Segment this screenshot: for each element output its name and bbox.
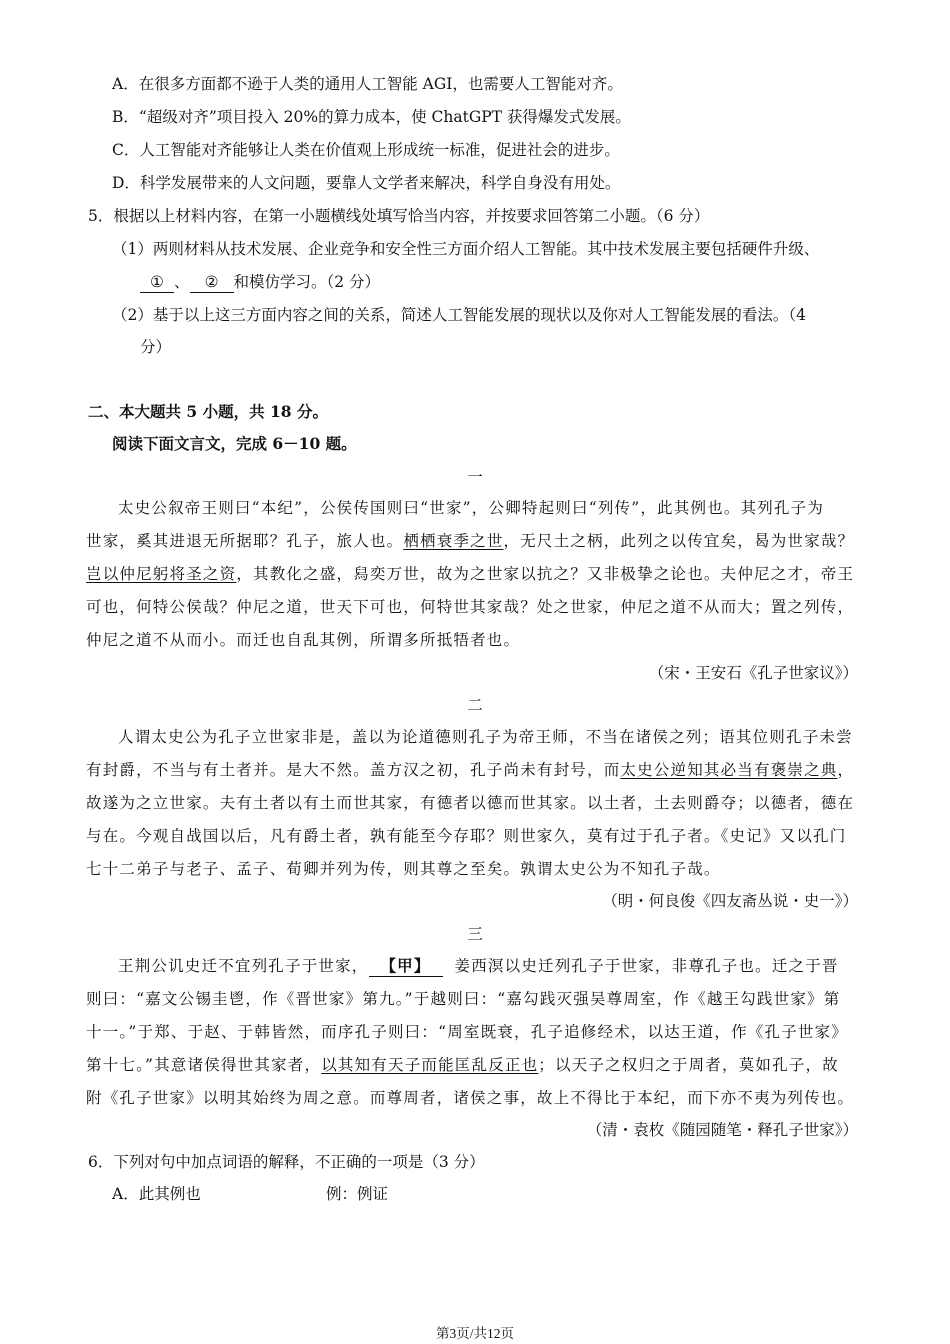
passage1-line: 仲尼之道不从而小。而迁也自乱其例，所谓多所抵牾者也。 <box>86 631 521 649</box>
text: 世家，奚其进退无所据耶？孔子，旅人也。 <box>86 532 404 550</box>
passage3-source: （清・袁枚《随园随笔・释孔子世家》） <box>586 1121 858 1139</box>
passage2-line: 七十二弟子与老子、孟子、荀卿并列为传，则其尊之至矣。孰谓太史公为不知孔子哉。 <box>86 860 721 878</box>
q4-option-c: C．人工智能对齐能够让人类在价值观上形成统一标准，促进社会的进步。 <box>112 141 620 159</box>
q6-option-a-gloss: 例：例证 <box>326 1185 389 1203</box>
passage1-line <box>86 564 854 584</box>
passage2-label: 二 <box>467 696 483 714</box>
section2-instruction: 阅读下面文言文，完成 6－10 题。 <box>112 434 357 453</box>
passage3-line: 则曰：“嘉文公锡圭鬯，作《晋世家》第九。”于越则曰：“嘉勾践灭强吴尊周室，作《越王勾践世家》第 <box>86 990 841 1008</box>
passage2-source: （明・何良俊《四友斋丛说・史一》） <box>602 892 858 910</box>
passage2-line: 与在。今观自战国以后，凡有爵土者，孰有能至今存耶？则世家久，莫有过于孔子者。《史记》又以孔门 <box>86 827 847 845</box>
passage3-line <box>118 956 839 977</box>
passage1-label: 一 <box>467 468 483 486</box>
text: 第十七。”其意诸侯得世其家者， <box>86 1056 322 1074</box>
section2-heading: 二、本大题共 5 小题，共 18 分。 <box>88 402 328 421</box>
blank-separator: 、 <box>174 273 190 291</box>
passage1-source: （宋・王安石《孔子世家议》） <box>648 664 858 682</box>
passage3-label: 三 <box>467 925 483 943</box>
q5-sub2: （2）基于以上这三方面内容之间的关系，简述人工智能发展的现状以及你对人工智能发展的看法。（4 <box>112 306 806 324</box>
underlined-phrase: 以其知有天子而能匡乱反正也 <box>321 1056 539 1074</box>
passage1-line: 可也，何特公侯哉？仲尼之道，世天下可也，何特世其家哉？处之世家，仲尼之道不从而大；置之列传， <box>86 598 855 616</box>
passage2-line: 人谓太史公为孔子立世家非是，盖以为论道德则孔子为帝王师，不当在诸侯之列；语其位则孔子未尝 <box>118 728 853 746</box>
fill-blank-1[interactable]: ① <box>140 272 174 293</box>
passage3-line: 附《孔子世家》以明其始终为周之意。而尊周者，诸侯之事，故上不得比于本纪，而下亦不夷为列传也。 <box>86 1089 855 1107</box>
text: ，其教化之盛，舄奕万世，故为之世家以抗之？又非极挚之论也。夫仲尼之才，帝王 <box>236 565 855 583</box>
passage3-line: 十一。”于郑、于赵、于韩皆然，而序孔子则曰：“周室既衰，孔子追修经术，以达王道，作《孔子世家》 <box>86 1023 849 1041</box>
page-number: 第3页/共12页 <box>435 1326 514 1341</box>
passage1-line: 太史公叙帝王则曰“本纪”，公侯传国则曰“世家”，公卿特起则曰“列传”，此其例也。其列孔子为 <box>118 499 825 517</box>
fill-blank-2[interactable]: ② <box>190 272 234 293</box>
q5-stem: 5．根据以上材料内容，在第一小题横线处填写恰当内容，并按要求回答第二小题。（6 分） <box>88 207 710 225</box>
text: ， <box>837 761 855 779</box>
jia-blank[interactable]: 【甲】 <box>369 956 443 977</box>
q6-stem: 6．下列对句中加点词语的解释，不正确的一项是（3 分） <box>88 1153 485 1171</box>
text: 姜西溟以史迁列孔子于世家，非尊孔子也。迁之于晋 <box>454 957 839 975</box>
text: ；以天子之权归之于周者，莫如孔子，故 <box>538 1056 839 1074</box>
text: ，无尺土之柄，此列之以传宜矣，曷为世家哉？ <box>503 532 855 550</box>
passage2-line: 故遂为之立世家。夫有土者以有土而世其家，有德者以德而世其家。以土者，土去则爵夺；以德者，德在 <box>86 794 855 812</box>
q5-sub2-cont: 分） <box>140 338 172 356</box>
q4-option-a: A．在很多方面都不逊于人类的通用人工智能 AGI，也需要人工智能对齐。 <box>112 75 623 93</box>
passage2-line <box>86 760 854 780</box>
q4-option-d: D．科学发展带来的人文问题，要靠人文学者来解决，科学自身没有用处。 <box>112 174 621 192</box>
text: 王荆公讥史迁不宜列孔子于世家， <box>118 957 369 975</box>
text: 有封爵，不当与有土者并。是大不然。盖方汉之初，孔子尚未有封号，而 <box>86 761 621 779</box>
underlined-phrase: 岂以仲尼躬将圣之资 <box>86 565 237 583</box>
q4-option-b: B．“超级对齐”项目投入 20%的算力成本，使 ChatGPT 获得爆发式发展。 <box>112 108 631 126</box>
underlined-phrase: 栖栖衰季之世 <box>403 532 504 550</box>
q6-option-a-text: A．此其例也 <box>112 1185 201 1203</box>
passage3-line <box>86 1055 839 1075</box>
underlined-phrase: 太史公逆知其必当有褒崇之典 <box>620 761 838 779</box>
q5-sub1-blanks <box>140 272 380 293</box>
q5-sub1: （1）两则材料从技术发展、企业竞争和安全性三方面介绍人工智能。其中技术发展主要包括硬件升级、 <box>112 240 820 258</box>
passage1-line <box>86 531 854 551</box>
q5-sub1-tail: 和模仿学习。（2 分） <box>233 273 381 291</box>
